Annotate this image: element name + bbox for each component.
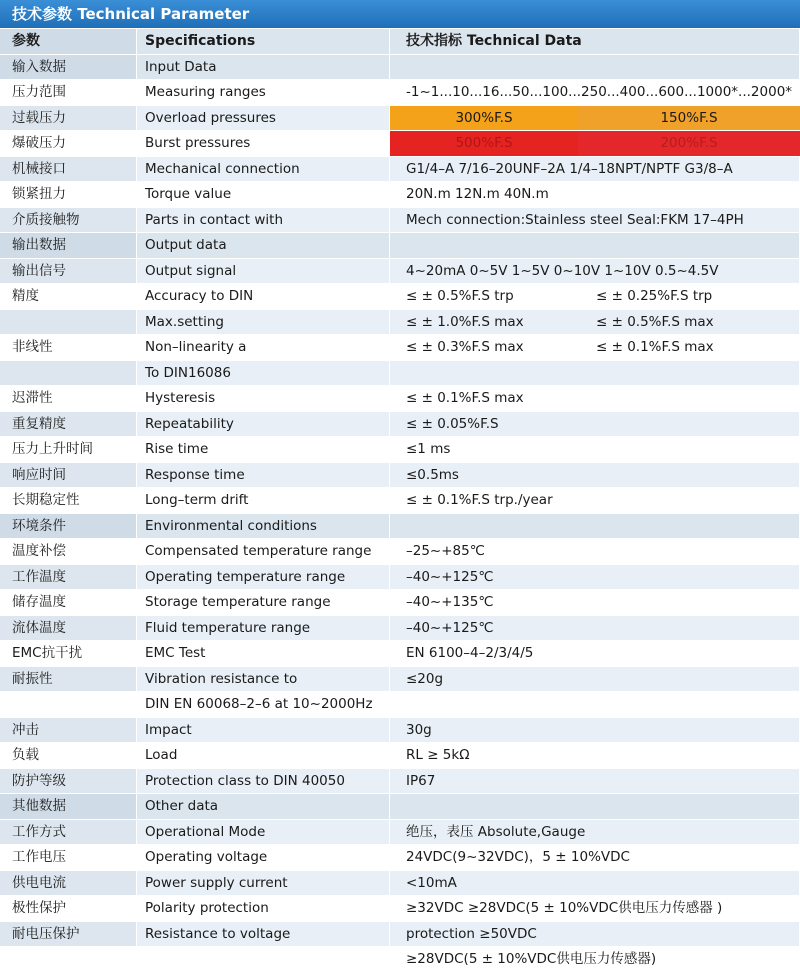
param-cn-cell: 输入数据 [0, 55, 137, 81]
spec-cell: Protection class to DIN 40050 [137, 769, 390, 795]
header-technical-data: 技术指标 Technical Data [390, 29, 800, 55]
table-row [0, 157, 800, 183]
table-row [0, 692, 800, 718]
param-cn-cell: 迟滞性 [0, 386, 137, 412]
spec-cell: Hysteresis [137, 386, 390, 412]
value-text: ≥28VDC(5 ± 10%VDC供电压力传感器) [406, 951, 657, 967]
table-row [0, 743, 800, 769]
value-text: protection ≥50VDC [406, 925, 537, 942]
value-text: ≤ ± 0.1%F.S trp./year [406, 492, 553, 508]
param-cn-cell: 供电电流 [0, 871, 137, 897]
spec-cell: Parts in contact with [137, 208, 390, 234]
value-primary: ≤ ± 0.5%F.S trp [406, 288, 514, 304]
table-row [0, 437, 800, 463]
table-header-row [0, 29, 800, 55]
spec-cell: Impact [137, 718, 390, 744]
param-cn-cell: 响应时间 [0, 463, 137, 489]
value-text: RL ≥ 5kΩ [406, 747, 470, 763]
spec-cell: Operating voltage [137, 845, 390, 871]
param-cn-cell: 工作电压 [0, 845, 137, 871]
table-row [0, 820, 800, 846]
value-text: ≤ ± 0.05%F.S [406, 415, 499, 432]
param-cn-cell [0, 947, 137, 973]
table-row [0, 463, 800, 489]
data-cell [390, 412, 800, 438]
value-secondary: ≤ ± 0.5%F.S max [596, 313, 714, 330]
data-cell [390, 718, 800, 744]
param-cn-cell: 爆破压力 [0, 131, 137, 157]
value-text: 150%F.S [660, 109, 718, 126]
data-cell [390, 463, 800, 489]
spec-cell: Storage temperature range [137, 590, 390, 616]
param-cn-cell [0, 361, 137, 387]
table-row [0, 565, 800, 591]
data-cell [390, 80, 800, 106]
table-row [0, 488, 800, 514]
data-cell [390, 55, 800, 81]
value-secondary: ≤ ± 0.25%F.S trp [596, 288, 713, 304]
burst-value-a [390, 131, 578, 156]
value-text: ≤1 ms [406, 441, 451, 457]
param-cn-cell: 锁紧扭力 [0, 182, 137, 208]
param-cn-cell: 防护等级 [0, 769, 137, 795]
spec-cell: Environmental conditions [137, 514, 390, 540]
spec-cell: Max.setting [137, 310, 390, 336]
spec-cell [137, 947, 390, 973]
value-text: 4~20mA 0~5V 1~5V 0~10V 1~10V 0.5~4.5V [406, 262, 719, 279]
value-text: EN 6100–4–2/3/4/5 [406, 645, 534, 661]
spec-cell: Other data [137, 794, 390, 820]
burst-value-b [578, 131, 800, 156]
spec-cell: Fluid temperature range [137, 616, 390, 642]
spec-cell: To DIN16086 [137, 361, 390, 387]
page-title: 技术参数 Technical Parameter [0, 0, 800, 28]
param-cn-cell: 冲击 [0, 718, 137, 744]
table-row [0, 80, 800, 106]
param-cn-cell: 输出信号 [0, 259, 137, 285]
spec-cell: Overload pressures [137, 106, 390, 132]
data-cell [390, 106, 800, 132]
table-row [0, 896, 800, 922]
table-row [0, 845, 800, 871]
data-cell [390, 310, 800, 336]
table-row [0, 361, 800, 387]
table-row [0, 641, 800, 667]
data-cell [390, 157, 800, 183]
value-text: -1~1...10...16...50...100...250...400...600...1000*...2000* [406, 84, 793, 100]
spec-cell: Polarity protection [137, 896, 390, 922]
table-row [0, 616, 800, 642]
param-cn-cell: 环境条件 [0, 514, 137, 540]
value-text: 300%F.S [455, 109, 513, 126]
data-cell [390, 514, 800, 540]
table-row [0, 769, 800, 795]
param-cn-cell: 重复精度 [0, 412, 137, 438]
spec-cell: EMC Test [137, 641, 390, 667]
header-parameter: 参数 [0, 29, 137, 55]
data-cell [390, 565, 800, 591]
spec-cell: Burst pressures [137, 131, 390, 157]
value-text: –40~+125℃ [406, 568, 494, 585]
param-cn-cell: 极性保护 [0, 896, 137, 922]
param-cn-cell: 介质接触物 [0, 208, 137, 234]
value-text: ≤0.5ms [406, 466, 459, 483]
param-cn-cell: 储存温度 [0, 590, 137, 616]
header-specifications: Specifications [137, 29, 390, 55]
value-text: G1/4–A 7/16–20UNF–2A 1/4–18NPT/NPTF G3/8–A [406, 160, 733, 177]
table-row [0, 539, 800, 565]
value-text: <10mA [406, 874, 457, 891]
value-text: 20N.m 12N.m 40N.m [406, 186, 549, 202]
table-row [0, 947, 800, 973]
param-cn-cell: 负载 [0, 743, 137, 769]
spec-cell: Operational Mode [137, 820, 390, 846]
data-cell [390, 871, 800, 897]
data-cell [390, 590, 800, 616]
value-text: 30g [406, 721, 432, 738]
data-cell [390, 233, 800, 259]
section-row [0, 233, 800, 259]
spec-cell: DIN EN 60068–2–6 at 10~2000Hz [137, 692, 390, 718]
spec-cell: Operating temperature range [137, 565, 390, 591]
param-cn-cell [0, 310, 137, 336]
data-cell [390, 437, 800, 463]
data-cell [390, 361, 800, 387]
spec-cell: Power supply current [137, 871, 390, 897]
data-cell [390, 131, 800, 157]
table-row [0, 208, 800, 234]
value-text: IP67 [406, 772, 436, 789]
data-cell [390, 259, 800, 285]
param-cn-cell: 压力上升时间 [0, 437, 137, 463]
param-cn-cell: 工作温度 [0, 565, 137, 591]
param-cn-cell: 输出数据 [0, 233, 137, 259]
param-cn-cell: 非线性 [0, 335, 137, 361]
param-cn-cell: EMC抗干扰 [0, 641, 137, 667]
param-cn-cell: 工作方式 [0, 820, 137, 846]
data-cell [390, 616, 800, 642]
param-cn-cell: 机械接口 [0, 157, 137, 183]
spec-cell: Measuring ranges [137, 80, 390, 106]
spec-cell: Response time [137, 463, 390, 489]
data-cell [390, 845, 800, 871]
spec-cell: Resistance to voltage [137, 922, 390, 948]
data-cell [390, 743, 800, 769]
table-row [0, 590, 800, 616]
param-cn-cell: 其他数据 [0, 794, 137, 820]
spec-cell: Input Data [137, 55, 390, 81]
section-row [0, 514, 800, 540]
table-row [0, 284, 800, 310]
value-text: ≤ ± 0.1%F.S max [406, 390, 524, 406]
data-cell [390, 335, 800, 361]
technical-parameter-table [0, 29, 800, 973]
value-primary: ≤ ± 1.0%F.S max [406, 313, 524, 330]
table-row [0, 718, 800, 744]
data-cell [390, 208, 800, 234]
table-row [0, 131, 800, 157]
data-cell [390, 667, 800, 693]
table-row [0, 412, 800, 438]
spec-cell: Output signal [137, 259, 390, 285]
spec-cell: Load [137, 743, 390, 769]
table-row [0, 259, 800, 285]
data-cell [390, 641, 800, 667]
spec-cell: Mechanical connection [137, 157, 390, 183]
value-text: –40~+125℃ [406, 619, 494, 636]
table-row [0, 182, 800, 208]
data-cell [390, 386, 800, 412]
data-cell [390, 922, 800, 948]
value-text: ≤20g [406, 670, 444, 687]
section-row [0, 55, 800, 81]
table-row [0, 310, 800, 336]
spec-cell: Long–term drift [137, 488, 390, 514]
data-cell [390, 769, 800, 795]
value-text: 500%F.S [455, 135, 513, 151]
data-cell [390, 182, 800, 208]
value-text: 200%F.S [660, 135, 718, 151]
data-cell [390, 794, 800, 820]
value-text: ≥32VDC ≥28VDC(5 ± 10%VDC供电压力传感器 ) [406, 900, 723, 916]
data-cell [390, 488, 800, 514]
data-cell [390, 284, 800, 310]
value-text: –40~+135℃ [406, 594, 494, 610]
param-cn-cell: 耐振性 [0, 667, 137, 693]
table-row [0, 922, 800, 948]
spec-cell: Repeatability [137, 412, 390, 438]
value-text: –25~+85℃ [406, 543, 485, 559]
param-cn-cell: 温度补偿 [0, 539, 137, 565]
value-primary: ≤ ± 0.3%F.S max [406, 339, 524, 355]
value-secondary: ≤ ± 0.1%F.S max [596, 339, 714, 355]
value-text: 24VDC(9~32VDC)，5 ± 10%VDC [406, 849, 630, 865]
value-text: 绝压，表压 Absolute,Gauge [406, 823, 586, 840]
param-cn-cell: 过载压力 [0, 106, 137, 132]
table-row [0, 871, 800, 897]
data-cell [390, 820, 800, 846]
spec-cell: Compensated temperature range [137, 539, 390, 565]
param-cn-cell: 耐电压保护 [0, 922, 137, 948]
table-row [0, 335, 800, 361]
spec-cell: Non–linearity a [137, 335, 390, 361]
data-cell [390, 539, 800, 565]
param-cn-cell: 精度 [0, 284, 137, 310]
data-cell [390, 896, 800, 922]
param-cn-cell: 压力范围 [0, 80, 137, 106]
spec-cell: Accuracy to DIN [137, 284, 390, 310]
spec-cell: Rise time [137, 437, 390, 463]
data-cell [390, 692, 800, 718]
table-row [0, 106, 800, 132]
param-cn-cell: 流体温度 [0, 616, 137, 642]
table-row [0, 667, 800, 693]
overload-value-b [578, 106, 800, 131]
param-cn-cell: 长期稳定性 [0, 488, 137, 514]
section-row [0, 794, 800, 820]
overload-value-a [390, 106, 578, 131]
table-row [0, 386, 800, 412]
param-cn-cell [0, 692, 137, 718]
spec-cell: Torque value [137, 182, 390, 208]
spec-cell: Output data [137, 233, 390, 259]
spec-cell: Vibration resistance to [137, 667, 390, 693]
data-cell [390, 947, 800, 973]
value-text: Mech connection:Stainless steel Seal:FKM 17–4PH [406, 211, 744, 228]
